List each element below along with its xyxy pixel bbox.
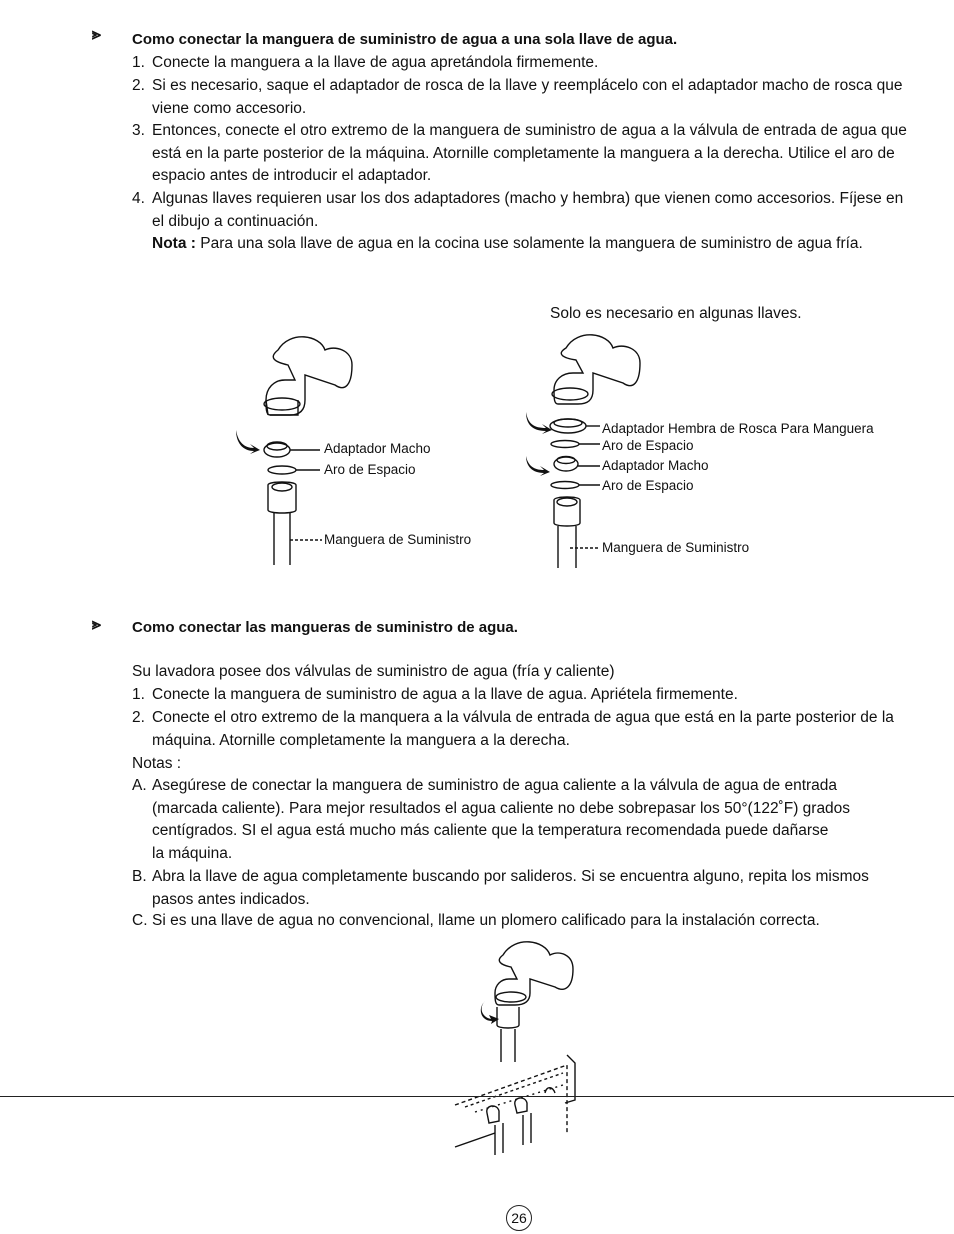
step-number: 1. [132, 686, 145, 703]
note-letter: B. [132, 868, 147, 885]
note-text: centígrados. SI el agua está mucho más caliente que la temperatura recomendada puede dañarse [152, 822, 829, 839]
label-aro-espacio-left: Aro de Espacio [324, 462, 416, 477]
step-text: Algunas llaves requieren usar los dos adaptadores (macho y hembra) que vienen como accesorios. Fíjese en [152, 190, 904, 207]
note-text: Asegúrese de conectar la manguera de suministro de agua caliente a la válvula de agua de entrada [152, 777, 838, 794]
step-text: Conecte la manguera a la llave de agua apretándola firmemente. [152, 54, 599, 71]
step-text: espacio antes de introducir el adaptador. [152, 167, 432, 184]
step-number: 3. [132, 122, 145, 139]
note-text: Abra la llave de agua completamente buscando por salideros. Si se encuentra alguno, repita los mismos [152, 868, 869, 885]
label-aro-espacio-right-1: Aro de Espacio [602, 438, 694, 453]
step-number: 4. [132, 190, 145, 207]
step-text: viene como accesorio. [152, 99, 307, 117]
note-text: pasos antes indicados. [152, 890, 310, 908]
step-text: Conecte la manguera de suministro de agua a la llave de agua. Apriétela firmemente. [152, 686, 738, 703]
section2-heading: Como conectar las mangueras de suministro de agua. [132, 619, 518, 636]
page-number [506, 1205, 532, 1231]
step-text: el dibujo a continuación. [152, 212, 319, 230]
note-text: Para una sola llave de agua en la cocina use solamente la manguera de suministro de agua fría. [200, 235, 863, 252]
step-number: 1. [132, 54, 145, 71]
label-manguera-left: Manguera de Suministro [324, 532, 472, 547]
label-aro-espacio-right-2: Aro de Espacio [602, 478, 694, 493]
note-letter: C. [132, 912, 148, 929]
label-adaptador-hembra-right: Adaptador Hembra de Rosca Para Manguera [602, 421, 874, 436]
step-text: Si es necesario, saque el adaptador de rosca de la llave y reemplácelo con el adaptador macho de rosca que [152, 77, 903, 94]
note-text: la máquina. [152, 844, 233, 862]
note-text: (marcada caliente). Para mejor resultados el agua caliente no debe sobrepasar los 50°(122˚F) grados [152, 799, 851, 817]
label-adaptador-macho-right: Adaptador Macho [602, 458, 709, 473]
arrow-bullet-icon: ⪢ [92, 26, 102, 43]
washer-connection-diagram [445, 935, 625, 1165]
step-text: máquina. Atornille completamente la manguera a la derecha. [152, 731, 570, 749]
section2-intro: Su lavadora posee dos válvulas de suministro de agua (fría y caliente) [132, 663, 615, 680]
section1-note [152, 233, 863, 256]
step-text: está en la parte posterior de la máquina. Atornille completamente la manguera a la derecha. Utilice el aro de [152, 144, 895, 162]
label-adaptador-macho-left: Adaptador Macho [324, 441, 431, 456]
arrow-bullet-icon: ⪢ [92, 616, 102, 633]
step-number: 2. [132, 709, 145, 726]
step-text: Conecte el otro extremo de la manquera a la válvula de entrada de agua que está en la parte posterior de la [152, 709, 894, 726]
page-number-text: 26 [511, 1210, 527, 1226]
note-label: Nota : [152, 235, 196, 252]
figure1-caption: Solo es necesario en algunas llaves. [550, 305, 802, 322]
note-text: Si es una llave de agua no convencional, llame un plomero calificado para la instalación correcta. [152, 912, 820, 929]
step-number: 2. [132, 77, 145, 94]
step-text: Entonces, conecte el otro extremo de la manguera de suministro de agua a la válvula de entrada de agua que [152, 122, 907, 139]
label-manguera-right: Manguera de Suministro [602, 540, 750, 555]
note-letter: A. [132, 777, 147, 794]
horizontal-rule [0, 1096, 954, 1097]
notes-label: Notas : [132, 755, 182, 772]
section1-heading: Como conectar la manguera de suministro de agua a una sola llave de agua. [132, 31, 678, 48]
